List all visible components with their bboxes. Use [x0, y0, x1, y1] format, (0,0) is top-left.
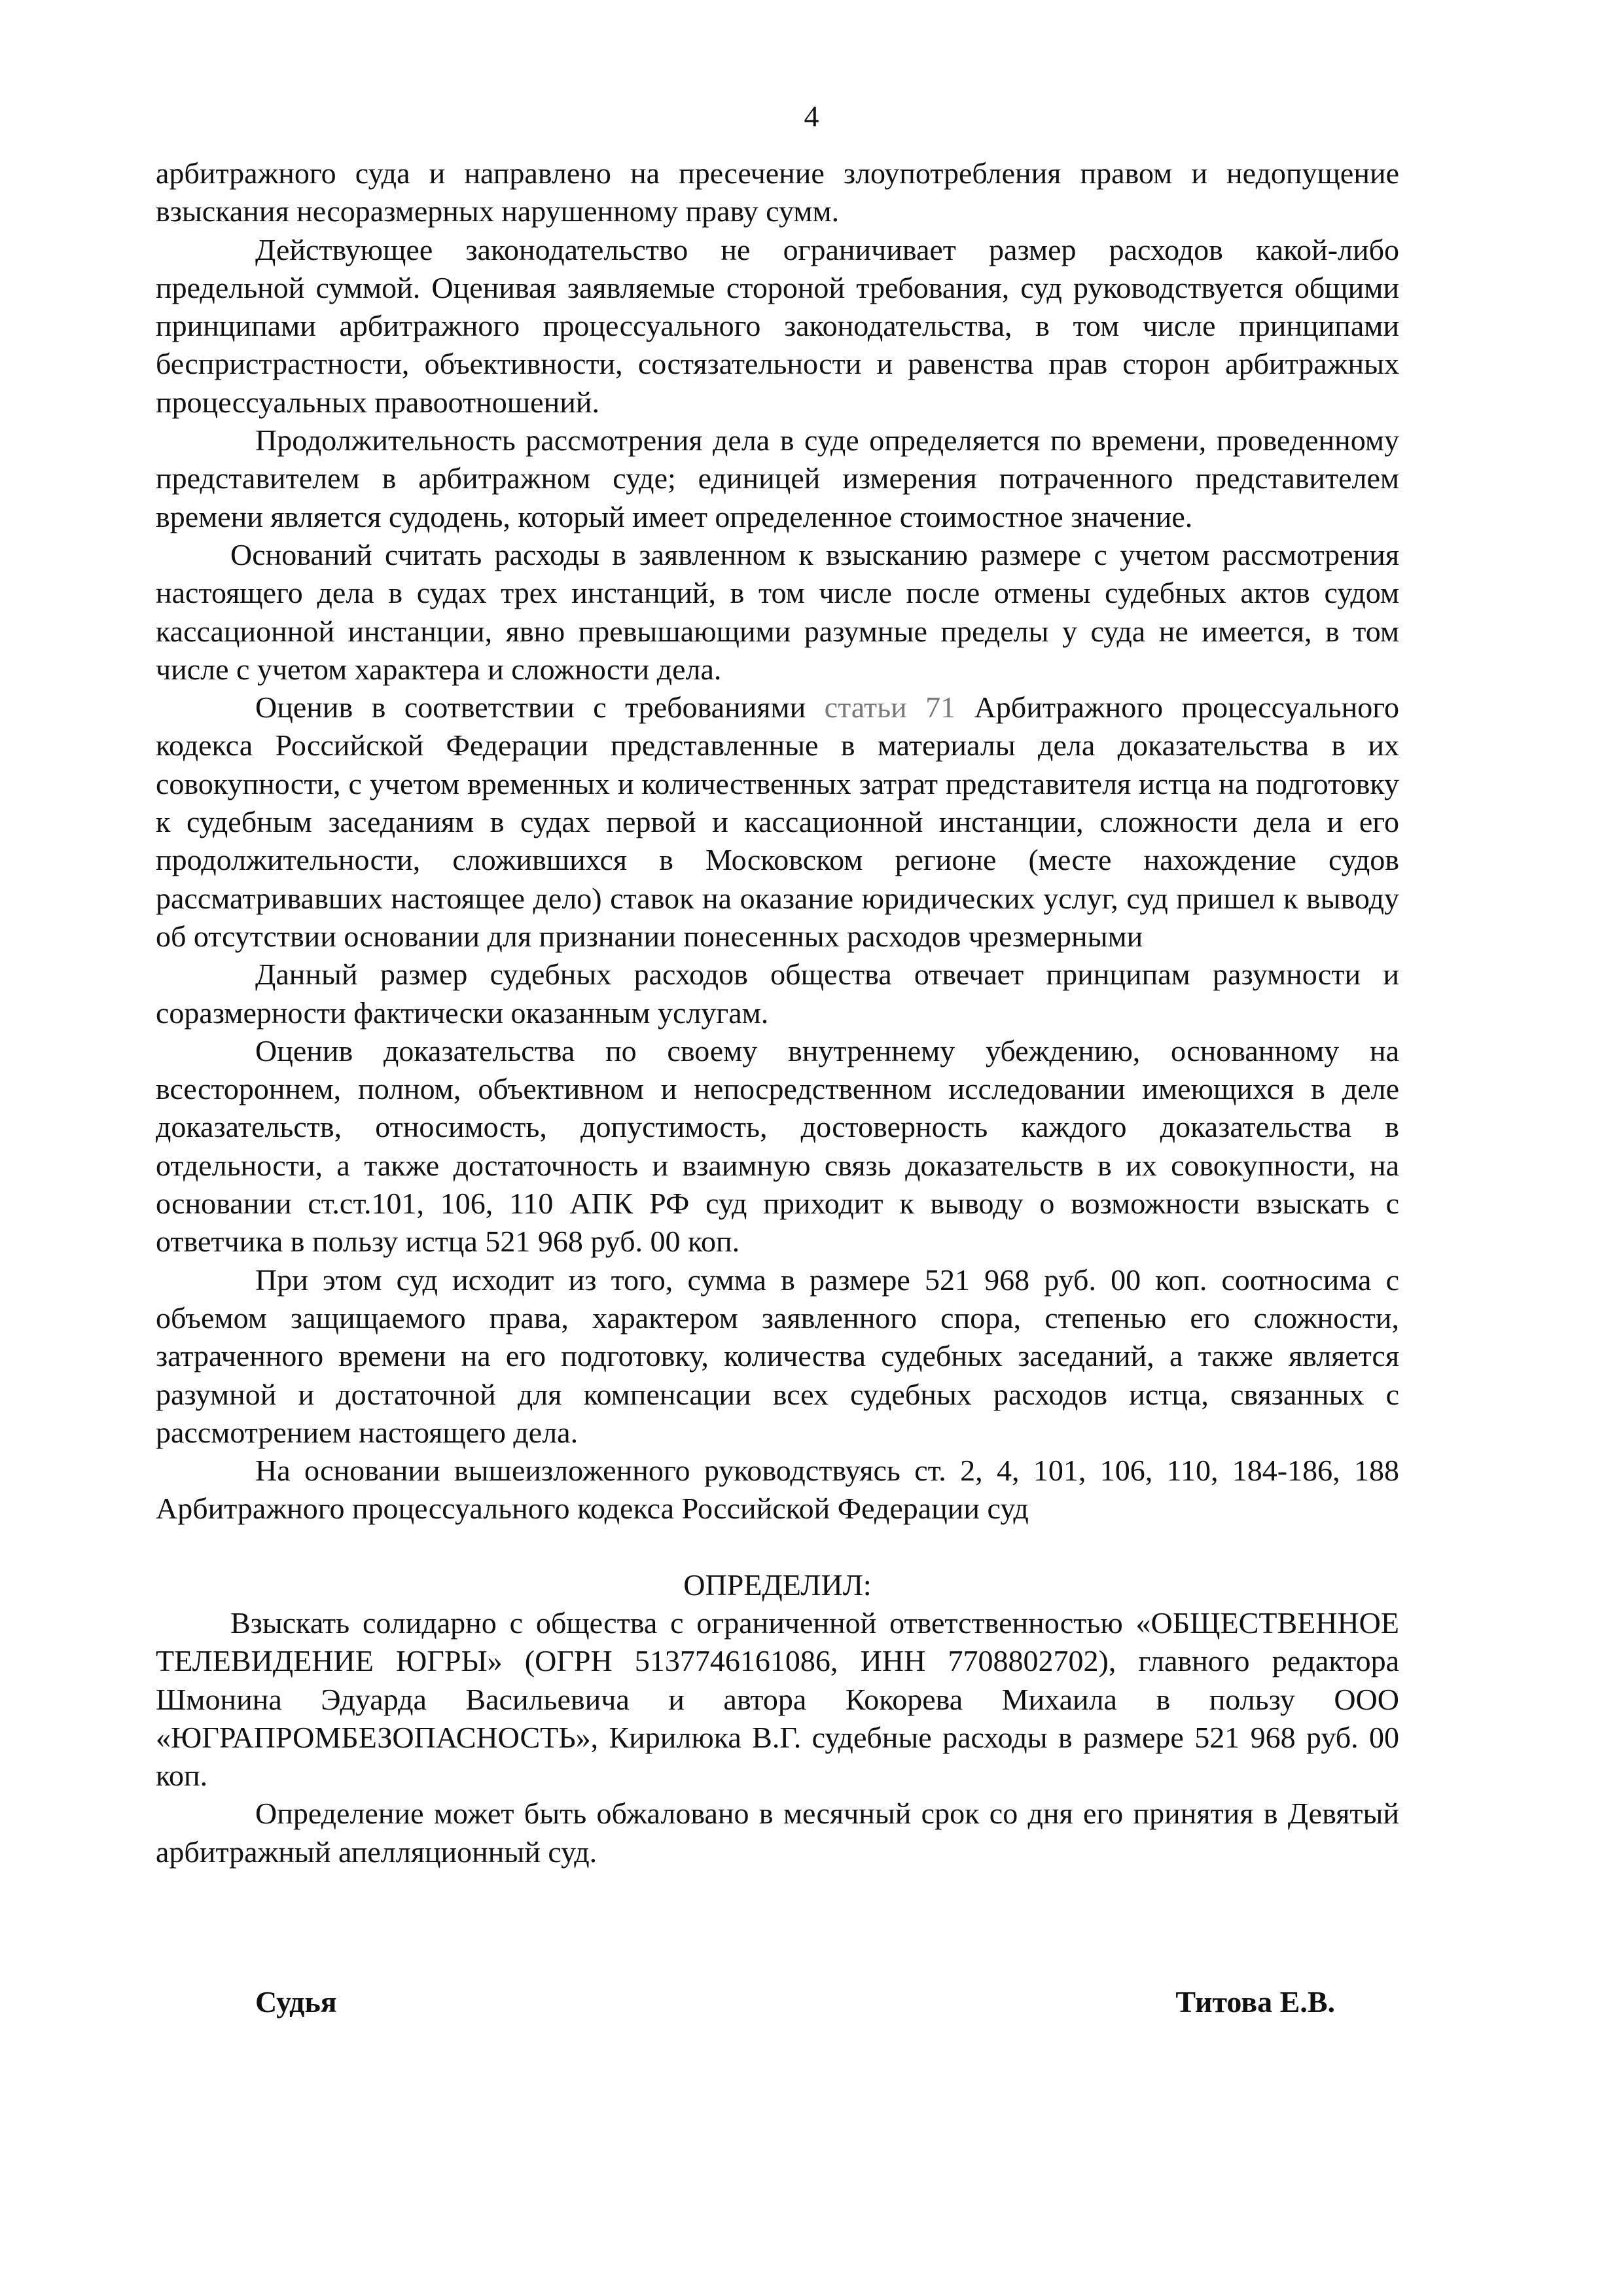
- article-71-link[interactable]: статьи 71: [824, 691, 956, 725]
- document-body: [156, 154, 1399, 1871]
- paragraph-evaluation-start: Оценив в соответствии с требованиями: [255, 691, 825, 725]
- judge-name: Титова Е.В.: [1175, 1985, 1335, 2018]
- paragraph-grounds: Оснований считать расходы в заявленном к взысканию размере с учетом рассмотрения настоящего дела в судах трех инстанций, в том числе после отмены судебных актов судом кассационной инстанции, явно превышающими разумные пределы у суда не имеется, в том числе с учетом характера и сложности дела.: [156, 537, 1399, 686]
- paragraph-proportionality: При этом суд исходит из того, сумма в размере 521 968 руб. 00 коп. соотносима с объемом защищаемого права, характером заявленного спора, степенью его сложности, затраченного времени на его подготовку, количества судебных заседаний, а также является разумной и достаточной для компенсации всех судебных расходов истца, связанных с рассмотрением настоящего дела.: [156, 1263, 1399, 1449]
- paragraph-evaluation: [156, 689, 1399, 956]
- ruling-heading: ОПРЕДЕЛИЛ:: [683, 1568, 872, 1602]
- paragraph-duration: Продолжительность рассмотрения дела в суде определяется по времени, проведенному представителем в арбитражном суде; единицей измерения потраченного представителем времени является судодень, который имеет определенное стоимостное значение.: [156, 423, 1399, 533]
- paragraph-legislation: Действующее законодательство не ограничивает размер расходов какой-либо предельной суммой. Оценивая заявляемые стороной требования, суд руководствуется общими принципами арбитражного процессуального законодательства, в том числе принципами беспристрастности, объективности, состязательности и равенства прав сторон арбитражных процессуальных правоотношений.: [156, 232, 1399, 419]
- judge-title: Судья: [255, 1985, 337, 2018]
- page-number: 4: [804, 99, 819, 133]
- paragraph-ruling: Взыскать солидарно с общества с ограниченной ответственностью «ОБЩЕСТВЕННОЕ ТЕЛЕВИДЕНИЕ ЮГРЫ» (ОГРН 5137746161086, ИНН 7708802702), главного редактора Шмонина Эдуарда Васильевича и автора Кокорева Михаила в пользу ООО «ЮГРАПРОМБЕЗОПАСНОСТЬ», Кирилюка В.Г. судебные расходы в размере 521 968 руб. 00 коп.: [156, 1605, 1399, 1793]
- paragraph-appeal: Определение может быть обжаловано в месячный срок со дня его принятия в Девятый арбитражный апелляционный суд.: [156, 1797, 1399, 1869]
- paragraph-legal-basis: На основании вышеизложенного руководствуясь ст. 2, 4, 101, 106, 110, 184-186, 188 Арбитражного процессуального кодекса Российской Федерации суд: [156, 1454, 1399, 1526]
- paragraph-evidence: Оценив доказательства по своему внутреннему убеждению, основанному на всестороннем, полном, объективном и непосредственном исследовании имеющихся в деле доказательств, относимость, допустимость, достоверность каждого доказательства в отдельности, а также достаточность и взаимную связь доказательств в их совокупности, на основании ст.ст.101, 106, 110 АПК РФ суд приходит к выводу о возможности взыскать с ответчика в пользу истца 521 968 руб. 00 коп.: [156, 1033, 1399, 1259]
- paragraph-reasonableness: Данный размер судебных расходов общества отвечает принципам разумности и соразмерности фактически оказанным услугам.: [156, 958, 1399, 1030]
- paragraph-continuation: арбитражного суда и направлено на пресечение злоупотребления правом и недопущение взыскания несоразмерных нарушенному праву сумм.: [156, 156, 1399, 228]
- paragraph-evaluation-rest: Арбитражного процессуального кодекса Российской Федерации представленные в материалы дела доказательства в их совокупности, с учетом временных и количественных затрат представителя истца на подготовку к судебным заседаниям в судах первой и кассационной инстанции, сложности дела и его продолжительности, сложившихся в Московском регионе (месте нахождение судов рассматривавших настоящее дело) ставок на оказание юридических услуг, суд пришел к выводу об отсутствии основании для признании понесенных расходов чрезмерными: [156, 691, 1399, 953]
